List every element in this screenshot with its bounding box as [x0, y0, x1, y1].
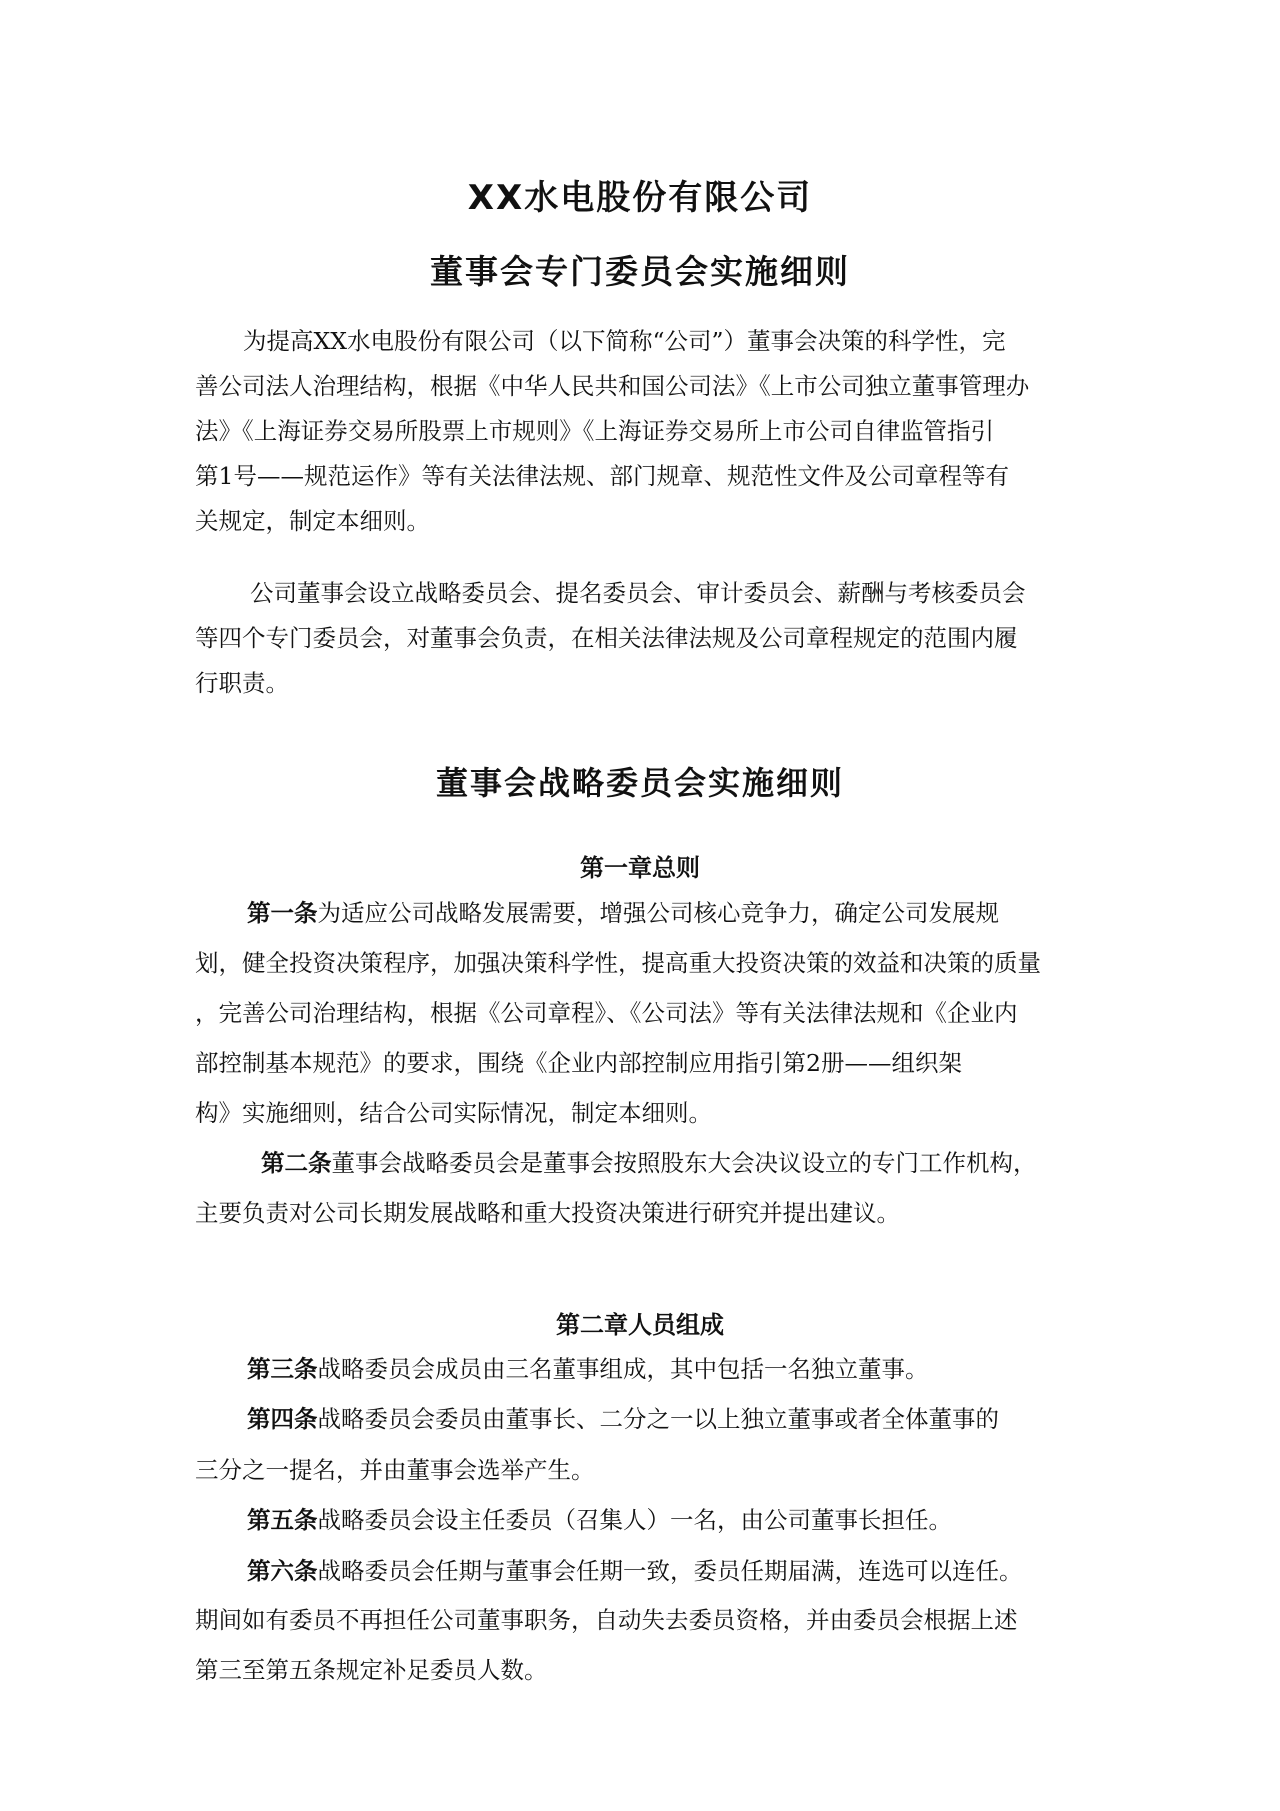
- article-5-text: 战略委员会设主任委员（召集人）一名，由公司董事长担任。: [317, 1506, 952, 1534]
- article-1-line-1: [247, 898, 999, 928]
- intro-p2-line-2: 等四个专门委员会，对董事会负责，在相关法律法规及公司章程规定的范围内履: [195, 624, 1018, 652]
- chapter-1-title: 第一章总则: [580, 854, 700, 882]
- article-2-text: 董事会战略委员会是董事会按照股东大会决议设立的专门工作机构，: [331, 1149, 1037, 1177]
- intro-p1-line-2: 善公司法人治理结构，根据《中华人民共和国公司法》《上市公司独立董事管理办: [195, 372, 1030, 400]
- article-1-line-5: 构》实施细则，结合公司实际情况，制定本细则。: [195, 1099, 712, 1127]
- intro-p1-line-5: 关规定，制定本细则。: [195, 507, 430, 535]
- article-6-line-1: [247, 1556, 1023, 1586]
- article-1-line-2: 划，健全投资决策程序，加强决策科学性，提高重大投资决策的效益和决策的质量: [195, 949, 1041, 977]
- article-3-text: 战略委员会成员由三名董事组成，其中包括一名独立董事。: [317, 1355, 929, 1383]
- article-2-line-1: [261, 1148, 1037, 1178]
- article-6-label: 第六条: [247, 1557, 318, 1585]
- company-title: XX水电股份有限公司: [467, 178, 813, 218]
- intro-p1-line-4: 第1号——规范运作》等有关法律法规、部门规章、规范性文件及公司章程等有: [195, 462, 1009, 490]
- article-2-line-2: 主要负责对公司长期发展战略和重大投资决策进行研究并提出建议。: [195, 1199, 900, 1227]
- document-title: 董事会专门委员会实施细则: [430, 252, 850, 291]
- article-1-line-4: 部控制基本规范》的要求，围绕《企业内部控制应用指引第2册——组织架: [195, 1049, 962, 1077]
- article-4-text: 战略委员会委员由董事长、二分之一以上独立董事或者全体董事的: [317, 1405, 999, 1433]
- article-1-label: 第一条: [247, 899, 318, 927]
- intro-p2-line-1: 公司董事会设立战略委员会、提名委员会、审计委员会、薪酬与考核委员会: [250, 579, 1026, 607]
- section-title: 董事会战略委员会实施细则: [435, 764, 844, 802]
- article-1-line-3: ，完善公司治理结构，根据《公司章程》、《公司法》等有关法律法规和《企业内: [195, 999, 1018, 1027]
- intro-p1-line-1: 为提高XX水电股份有限公司（以下简称“公司”）董事会决策的科学性，完: [243, 327, 1006, 355]
- article-3-line-1: [247, 1354, 929, 1384]
- article-6-line-2: 期间如有委员不再担任公司董事职务，自动失去委员资格，并由委员会根据上述: [195, 1606, 1018, 1634]
- intro-p1-line-3: 法》《上海证券交易所股票上市规则》《上海证券交易所上市公司自律监管指引: [195, 417, 994, 445]
- article-5-line-1: [247, 1505, 952, 1535]
- article-4-label: 第四条: [247, 1405, 318, 1433]
- article-6-text: 战略委员会任期与董事会任期一致，委员任期届满，连选可以连任。: [317, 1557, 1023, 1585]
- article-4-line-1: [247, 1404, 999, 1434]
- article-4-line-2: 三分之一提名，并由董事会选举产生。: [195, 1456, 595, 1484]
- intro-p2-line-3: 行职责。: [195, 669, 289, 697]
- article-2-label: 第二条: [261, 1149, 332, 1177]
- article-6-line-3: 第三至第五条规定补足委员人数。: [195, 1656, 548, 1684]
- article-5-label: 第五条: [247, 1506, 318, 1534]
- article-3-label: 第三条: [247, 1355, 318, 1383]
- article-1-text: 为适应公司战略发展需要，增强公司核心竞争力，确定公司发展规: [317, 899, 999, 927]
- chapter-2-title: 第二章人员组成: [556, 1311, 724, 1339]
